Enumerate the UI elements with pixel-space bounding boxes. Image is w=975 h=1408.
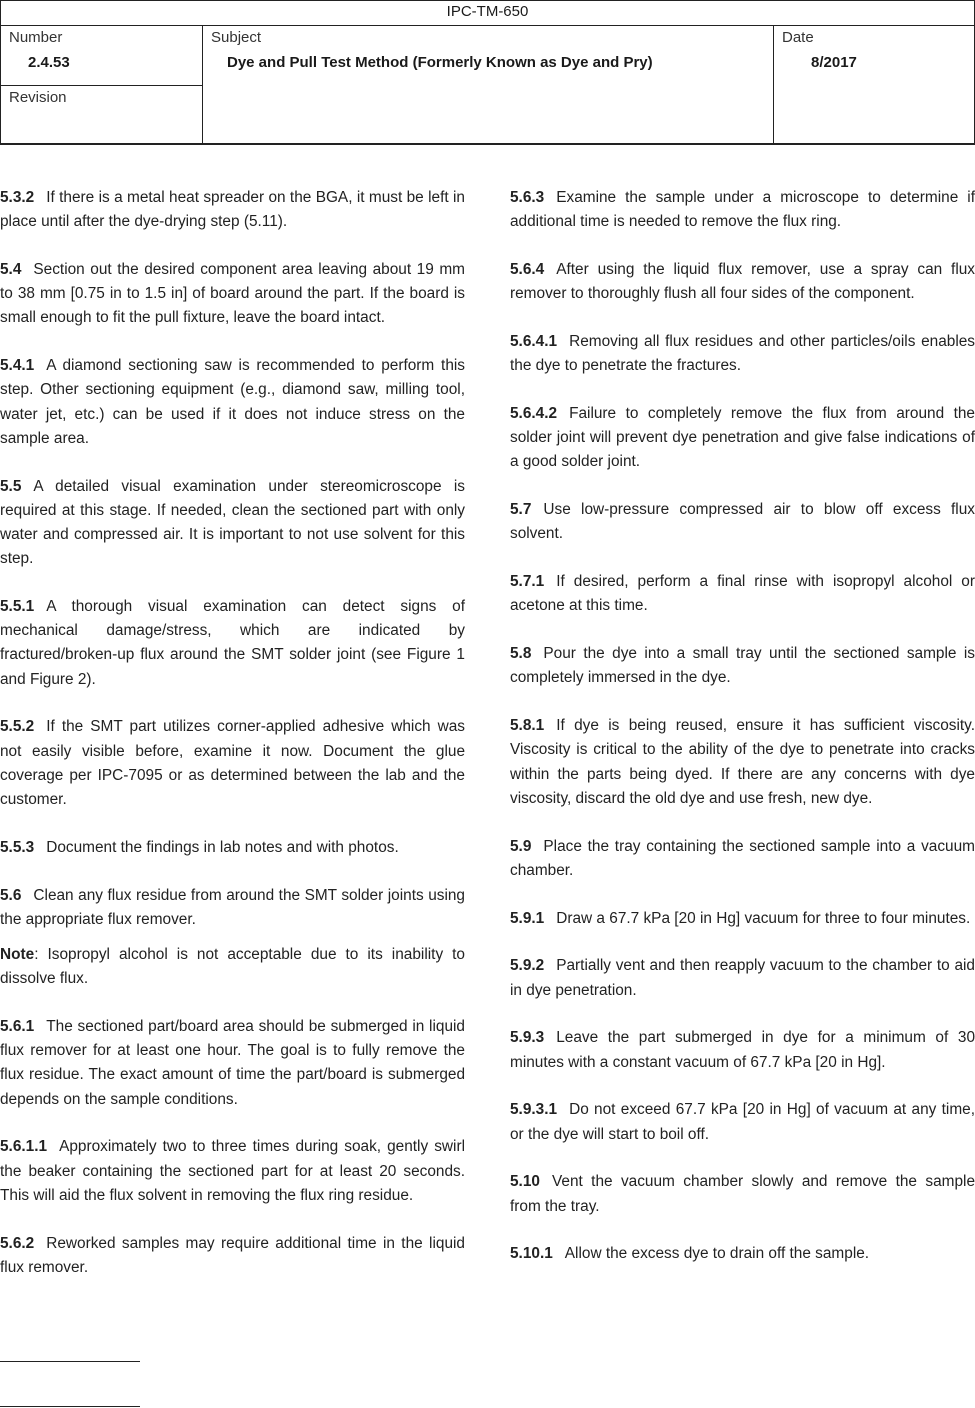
section-number: 5.6.4.1	[510, 333, 558, 350]
section-number: 5.7	[510, 501, 532, 519]
section-number: 5.5.2	[0, 718, 35, 736]
section-number: 5.6.2	[0, 1234, 35, 1252]
section-paragraph	[0, 836, 465, 860]
section-text: Draw a 67.7 kPa [20 in Hg] vacuum for three to four minutes.	[556, 909, 971, 927]
section-paragraph	[0, 475, 465, 572]
section-number: 5.10	[510, 1173, 540, 1191]
section-paragraph	[510, 907, 975, 931]
section-text: A detailed visual examination under stereomicroscope is required at this stage. If needed, clean the sectioned part with only water and compressed air. It is important to not use solvent for this step.	[0, 477, 465, 568]
section-text: A diamond sectioning saw is recommended to perform this step. Other sectioning equipment (e.g., diamond saw, milling tool, water jet, etc.) can be used if it does not induce stress on the sample area.	[0, 357, 465, 447]
section-text: If dye is being reused, ensure it has sufficient viscosity. Viscosity is critical to the ability of the dye to penetrate into cracks within the parts being dyed. If there are any concerns with dye viscosity, discard the old dye and use fresh, new dye.	[510, 717, 975, 807]
header-title: IPC-TM-650	[1, 1, 974, 26]
section-text: The sectioned part/board area should be submerged in liquid flux remover for at least one hour. The goal is to fully remove the flux residue. The exact amount of time the part/board is submerged depends on the sample conditions.	[0, 1018, 465, 1108]
section-number: 5.9.3	[510, 1029, 545, 1047]
section-text: If the SMT part utilizes corner-applied adhesive which was not easily visible before, examine it now. Document the glue coverage per IPC-7095 or as determined between the lab and the customer.	[0, 718, 465, 809]
section-paragraph	[0, 884, 465, 932]
section-paragraph	[510, 258, 975, 306]
section-number: 5.9	[510, 837, 532, 855]
section-paragraph	[0, 1135, 465, 1208]
section-paragraph	[0, 715, 465, 812]
section-paragraph	[0, 354, 465, 451]
section-paragraph	[510, 1098, 975, 1146]
section-number: 5.9.3.1	[510, 1101, 558, 1119]
date-value: 8/2017	[811, 54, 857, 71]
section-number: 5.9.1	[510, 909, 545, 927]
section-paragraph	[510, 835, 975, 883]
section-number: 5.6	[0, 886, 22, 904]
section-number: 5.3.2	[0, 189, 35, 206]
number-label: Number	[9, 29, 63, 46]
section-text: Section out the desired component area leaving about 19 mm to 38 mm [0.75 in to 1.5 in] of board around the part. If the board is small enough to fit the pull fixture, leave the board intact.	[0, 261, 465, 327]
section-paragraph	[510, 186, 975, 234]
section-number: 5.6.4.2	[510, 405, 558, 422]
section-text: Examine the sample under a microscope to determine if additional time is needed to remove the flux ring.	[510, 189, 975, 231]
section-paragraph	[0, 1232, 465, 1280]
section-number: 5.4	[0, 261, 22, 278]
section-number: 5.8	[510, 645, 532, 663]
section-paragraph	[0, 186, 465, 234]
section-number: Note	[0, 946, 35, 964]
section-paragraph	[510, 330, 975, 378]
section-text: Leave the part submerged in dye for a minimum of 30 minutes with a constant vacuum of 67.7 kPa [20 in Hg].	[510, 1029, 975, 1071]
revision-label: Revision	[9, 89, 67, 106]
date-label: Date	[782, 29, 814, 46]
section-number: 5.7.1	[510, 573, 545, 591]
section-text: Use low-pressure compressed air to blow off excess flux solvent.	[510, 501, 975, 543]
section-text: Approximately two to three times during soak, gently swirl the beaker containing the sectioned part for at least 20 seconds. This will aid the flux solvent in removing the flux ring residue.	[0, 1138, 465, 1204]
footnote-rule	[0, 1361, 140, 1362]
section-text: If desired, perform a final rinse with isopropyl alcohol or acetone at this time.	[510, 573, 975, 615]
section-paragraph	[510, 498, 975, 546]
number-cell	[1, 26, 203, 86]
section-number: 5.5	[0, 477, 22, 495]
section-paragraph	[0, 1015, 465, 1112]
section-text: Allow the excess dye to drain off the sample.	[564, 1245, 870, 1263]
subject-cell	[203, 26, 774, 143]
section-text: If there is a metal heat spreader on the BGA, it must be left in place until after the dye-drying step (5.11).	[0, 189, 465, 231]
section-number: 5.6.1.1	[0, 1138, 48, 1156]
section-text: A thorough visual examination can detect signs of mechanical damage/stress, which are indicated by fractured/broken-up flux around the SMT solder joint (see Figure 1 and Figure 2).	[0, 598, 465, 688]
section-paragraph	[510, 1026, 975, 1074]
footnote-rule	[0, 1406, 140, 1407]
section-number: 5.6.3	[510, 189, 545, 206]
section-text: Do not exceed 67.7 kPa [20 in Hg] of vacuum at any time, or the dye will start to boil off.	[510, 1101, 975, 1143]
section-text: Vent the vacuum chamber slowly and remove the sample from the tray.	[510, 1173, 975, 1215]
section-number: 5.5.1	[0, 598, 35, 616]
section-paragraph	[510, 1242, 975, 1266]
section-text: Partially vent and then reapply vacuum to the chamber to aid in dye penetration.	[510, 957, 975, 999]
section-paragraph	[0, 258, 465, 331]
section-paragraph	[510, 642, 975, 690]
section-number: 5.6.1	[0, 1018, 35, 1036]
section-paragraph	[510, 954, 975, 1002]
document-header	[0, 0, 975, 145]
section-number: 5.10.1	[510, 1245, 553, 1263]
date-cell	[774, 26, 974, 143]
section-text: : Isopropyl alcohol is not acceptable due to its inability to dissolve flux.	[0, 946, 465, 988]
section-paragraph	[510, 714, 975, 811]
section-number: 5.5.3	[0, 838, 35, 856]
section-paragraph	[510, 570, 975, 618]
section-text: Document the findings in lab notes and with photos.	[46, 838, 399, 856]
section-paragraph	[510, 1170, 975, 1218]
test-method-number: 2.4.53	[28, 54, 70, 71]
revision-cell	[1, 86, 203, 143]
left-text-column	[0, 186, 465, 1304]
section-text: After using the liquid flux remover, use a spray can flux remover to thoroughly flush all four sides of the component.	[510, 261, 975, 303]
section-text: Removing all flux residues and other particles/oils enables the dye to penetrate the fractures.	[510, 333, 975, 375]
section-text: Failure to completely remove the flux from around the solder joint will prevent dye penetration and give false indications of a good solder joint.	[510, 405, 975, 471]
section-text: Place the tray containing the sectioned sample into a vacuum chamber.	[510, 837, 975, 879]
section-paragraph	[0, 595, 465, 692]
section-paragraph	[510, 402, 975, 475]
section-number: 5.6.4	[510, 261, 545, 278]
right-text-column	[510, 186, 975, 1290]
section-text: Pour the dye into a small tray until the sectioned sample is completely immersed in the dye.	[510, 645, 975, 687]
subject-title: Dye and Pull Test Method (Formerly Known as Dye and Pry)	[227, 54, 653, 71]
subject-label: Subject	[211, 29, 262, 46]
section-number: 5.4.1	[0, 357, 35, 375]
section-paragraph	[0, 943, 465, 991]
section-text: Clean any flux residue from around the SMT solder joints using the appropriate flux remover.	[0, 886, 465, 928]
section-number: 5.8.1	[510, 717, 545, 735]
section-number: 5.9.2	[510, 957, 545, 975]
section-text: Reworked samples may require additional time in the liquid flux remover.	[0, 1234, 465, 1276]
